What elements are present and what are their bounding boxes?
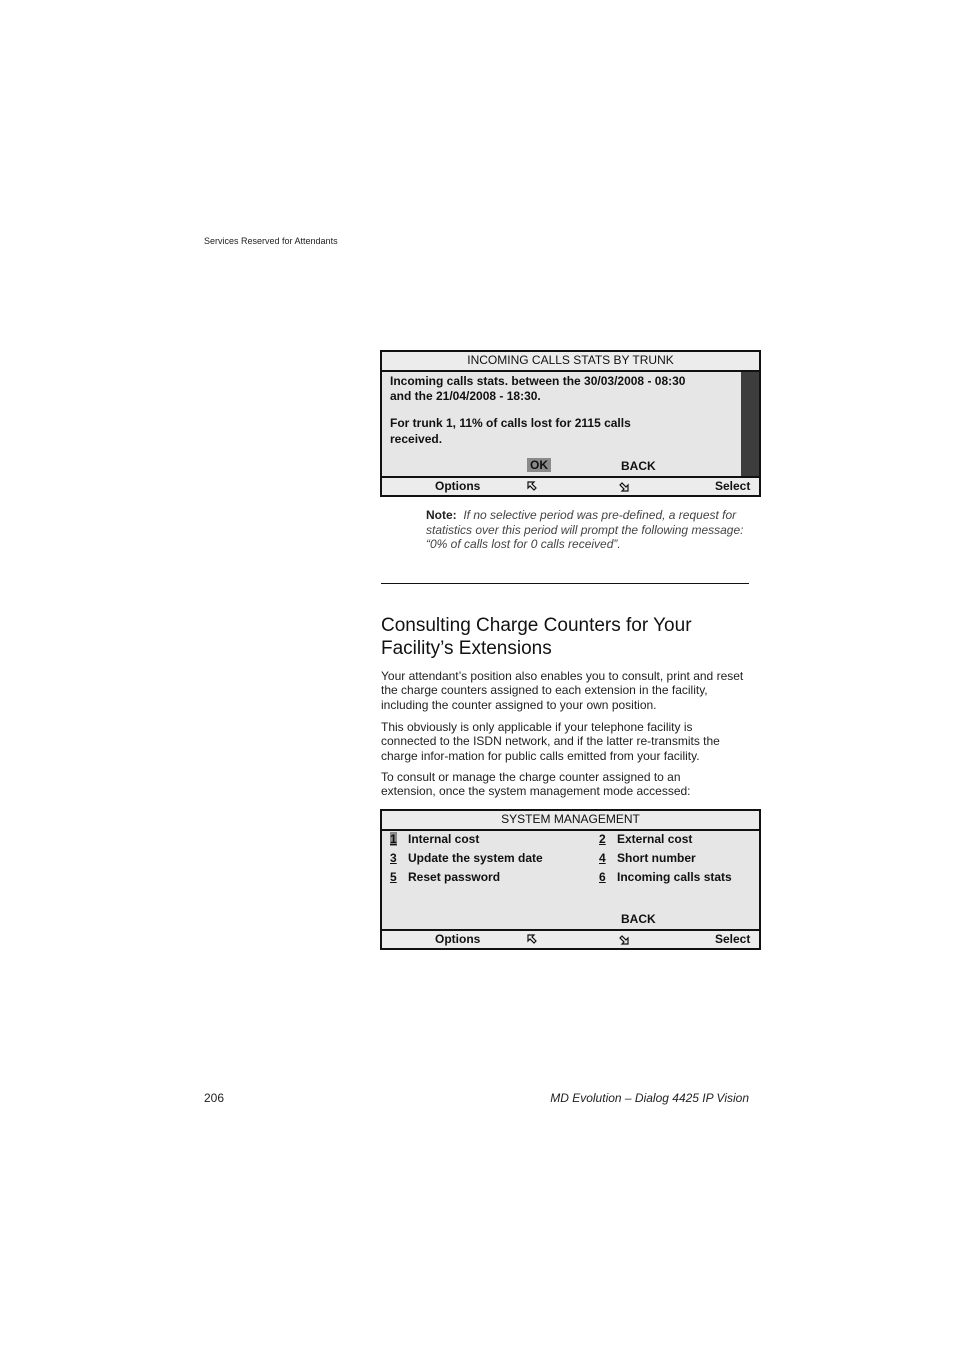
arrow-down-right-icon[interactable]	[618, 934, 630, 946]
select-softkey[interactable]: Select	[715, 932, 751, 946]
menu-item-number[interactable]: 5	[390, 870, 397, 884]
stats-line-3: For trunk 1, 11% of calls lost for 2115 calls	[390, 416, 631, 430]
menu-item-number[interactable]: 6	[599, 870, 606, 884]
paragraph-2: This obviously is only applicable if your telephone facility is connected to the ISDN network, and if the latter re-transmits the charge infor-mation for public calls emitted from your facility.	[381, 720, 720, 763]
softkey-bar	[382, 929, 759, 948]
select-softkey[interactable]: Select	[715, 479, 751, 493]
incoming-calls-stats-screen	[380, 350, 761, 497]
stats-line-1: Incoming calls stats. between the 30/03/2008 - 08:30	[390, 374, 686, 388]
section-heading	[381, 614, 761, 660]
running-header: Services Reserved for Attendants	[204, 236, 338, 246]
note-text: If no selective period was pre-defined, a request for statistics over this period will prompt the following message: “0% of calls lost for 0 calls received”.	[426, 508, 744, 551]
paragraph-3: To consult or manage the charge counter assigned to an extension, once the system management mode accessed:	[381, 770, 691, 799]
arrow-up-left-icon[interactable]	[526, 480, 538, 492]
product-name: MD Evolution – Dialog 4425 IP Vision	[550, 1091, 749, 1105]
note	[426, 508, 751, 552]
page-number: 206	[204, 1091, 225, 1105]
menu-item-external-cost[interactable]: External cost	[617, 832, 693, 846]
options-softkey[interactable]: Options	[435, 932, 481, 946]
note-label: Note:	[426, 508, 457, 522]
heading-line-2: Facility’s Extensions	[381, 638, 552, 659]
menu-item-incoming-calls-stats[interactable]: Incoming calls stats	[617, 870, 732, 884]
menu-item-number[interactable]: 1	[390, 832, 397, 846]
back-button[interactable]: BACK	[621, 912, 656, 926]
arrow-up-left-icon[interactable]	[526, 933, 538, 945]
system-management-screen	[380, 809, 761, 950]
section-divider	[381, 583, 749, 584]
menu-item-number[interactable]: 3	[390, 851, 397, 865]
screen-title: SYSTEM MANAGEMENT	[382, 811, 759, 831]
stats-line-4: received.	[390, 432, 443, 446]
softkey-bar	[382, 476, 759, 495]
paragraph-1: Your attendant’s position also enables you to consult, print and reset the charge counters assigned to each extension in the facility, including the counter assigned to your own position.	[381, 669, 744, 712]
screen-title: INCOMING CALLS STATS BY TRUNK	[382, 352, 759, 372]
heading-line-1: Consulting Charge Counters for Your	[381, 615, 692, 636]
scrollbar[interactable]	[741, 372, 759, 478]
stats-line-2: and the 21/04/2008 - 18:30.	[390, 389, 541, 403]
back-button[interactable]: BACK	[621, 459, 656, 473]
arrow-down-right-icon[interactable]	[618, 481, 630, 493]
ok-button[interactable]: OK	[527, 458, 551, 472]
menu-item-number[interactable]: 4	[599, 851, 606, 865]
menu-item-reset-password[interactable]: Reset password	[408, 870, 501, 884]
menu-item-internal-cost[interactable]: Internal cost	[408, 832, 480, 846]
menu-item-short-number[interactable]: Short number	[617, 851, 696, 865]
menu-item-update-system-date[interactable]: Update the system date	[408, 851, 543, 865]
options-softkey[interactable]: Options	[435, 479, 481, 493]
menu-item-number[interactable]: 2	[599, 832, 606, 846]
